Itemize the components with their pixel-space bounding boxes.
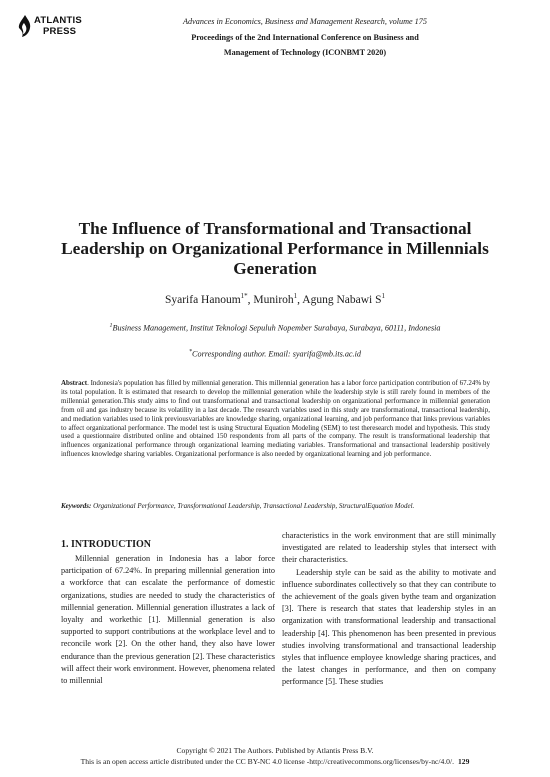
logo-text-atlantis: ATLANTIS (34, 15, 82, 26)
author-separator: , (247, 293, 254, 306)
logo-text-press: PRESS (43, 26, 77, 37)
proceedings-line-2: Management of Technology (ICONBMT 2020) (223, 48, 387, 57)
body-column-right (282, 530, 496, 689)
abstract-text: . Indonesia's population has filled by millennial generation. This millennial generation has a labor force participation contribution of 67.24% by its total population. It is estimated that research to develop the millennial generation while the leadership style is still rarely found in members of the millennial generation.This study aims to find out transformational and transactional leadership on organizational performance in millennial generation from oil and gas industry because its volatility in a last decade. The research variables used in this study are transformational, transactional leadership, and mediation variables used to link previousvariables are knowledge sharing, organizational learning, and job performance that links previous variables to affect organizational performance. The model test is using Structural Equation Modeling (SEM) to test theresearch model and hypothesis. This study used a questionnaire distributed online and obtained 150 respondents from all parts of the company. The result is transformational leadership that influences organizational performance through organizational learning mediating variables. Transformational and transactional leadership positively influences knowledge sharing variables. Organizational performance is also needed by organizational learning and job performance. (61, 379, 490, 459)
page-header (90, 16, 520, 60)
author-affiliation-mark: 1 (293, 292, 298, 300)
keywords (61, 502, 490, 511)
proceedings-line-1: Proceedings of the 2nd International Conference on Business and (191, 33, 419, 42)
page-number: 129 (457, 757, 470, 766)
author-affiliation-mark: 1 (381, 292, 386, 300)
paper-title (40, 219, 510, 279)
affiliation-text: Business Management, Institut Teknologi Sepuluh Nopember Surabaya, Surabaya, 60111, Indonesia (112, 323, 441, 333)
corresponding-mark: * (189, 349, 193, 355)
keywords-text: Organizational Performance, Transformational Leadership, Transactional Leadership, StructuralEquation Model. (91, 502, 415, 510)
author-affiliation-mark: 1* (240, 292, 248, 300)
corresponding-text: Corresponding author. Email: syarifa@mb.its.ac.id (192, 349, 361, 359)
abstract (61, 379, 490, 459)
license-line (40, 756, 510, 767)
author-name: Muniroh (253, 293, 294, 306)
atlantis-flame-icon (18, 15, 32, 37)
abstract-label: Abstract (61, 379, 88, 387)
author-affiliation (40, 323, 510, 333)
affiliation-mark: 1 (109, 323, 113, 329)
publisher-logo (18, 13, 82, 39)
copyright-line: Copyright © 2021 The Authors. Published by Atlantis Press B.V. (176, 746, 374, 755)
title-line-3: Generation (233, 259, 317, 278)
corresponding-author (40, 349, 510, 359)
journal-name: Advances in Economics, Business and Management Research, volume 175 (183, 17, 427, 26)
author-name: Agung Nabawi S (302, 293, 382, 306)
author-list (40, 292, 510, 306)
body-column-left (61, 531, 275, 687)
body-paragraph: Leadership style can be said as the ability to motivate and influence subordinates collectively so that they can contribute to the achievement of the goals given bythe team and organization [3]. There is research that states that leadership styles in an organization with transformational leadership and transactional leadership [4]. This phenomenon has been presented in previous studies involving transformational and transactional leadership styles that influence employee knowledge sharing practices, and the latest changes in performance, and then on company performance [5]. These studies (282, 567, 496, 687)
section-heading: 1. INTRODUCTION (61, 539, 152, 550)
body-paragraph: characteristics in the work environment that are still minimally investigated are related to leadership styles that intersect with their characteristics. (282, 531, 496, 565)
keywords-label: Keywords: (61, 502, 92, 510)
body-paragraph: Millennial generation in Indonesia has a labor force participation of 67.24%. In preparing millennial generation into a workforce that can escalate the performance of domestic organizations, studies are needed to study the characteristics of millennial generation. Millennial generation illustrates a lack of loyalty and workethic [1]. Millennial generation is also supported to support contributions at the workplace level and to reconcile work [2]. On the other hand, they also have lower endurance than the previous generation [2]. These characteristics will affect their work environment. However, phenomena related to millennial (61, 554, 275, 686)
license-text: This is an open access article distributed under the CC BY-NC 4.0 license -http://creativecommons.org/licenses/by-nc/4.0/. (80, 757, 454, 766)
title-line-1: The Influence of Transformational and Transactional (78, 219, 472, 238)
title-line-2: Leadership on Organizational Performance in Millennials (61, 239, 489, 258)
author-separator: , (297, 293, 303, 306)
author-name: Syarifa Hanoum (164, 293, 241, 306)
